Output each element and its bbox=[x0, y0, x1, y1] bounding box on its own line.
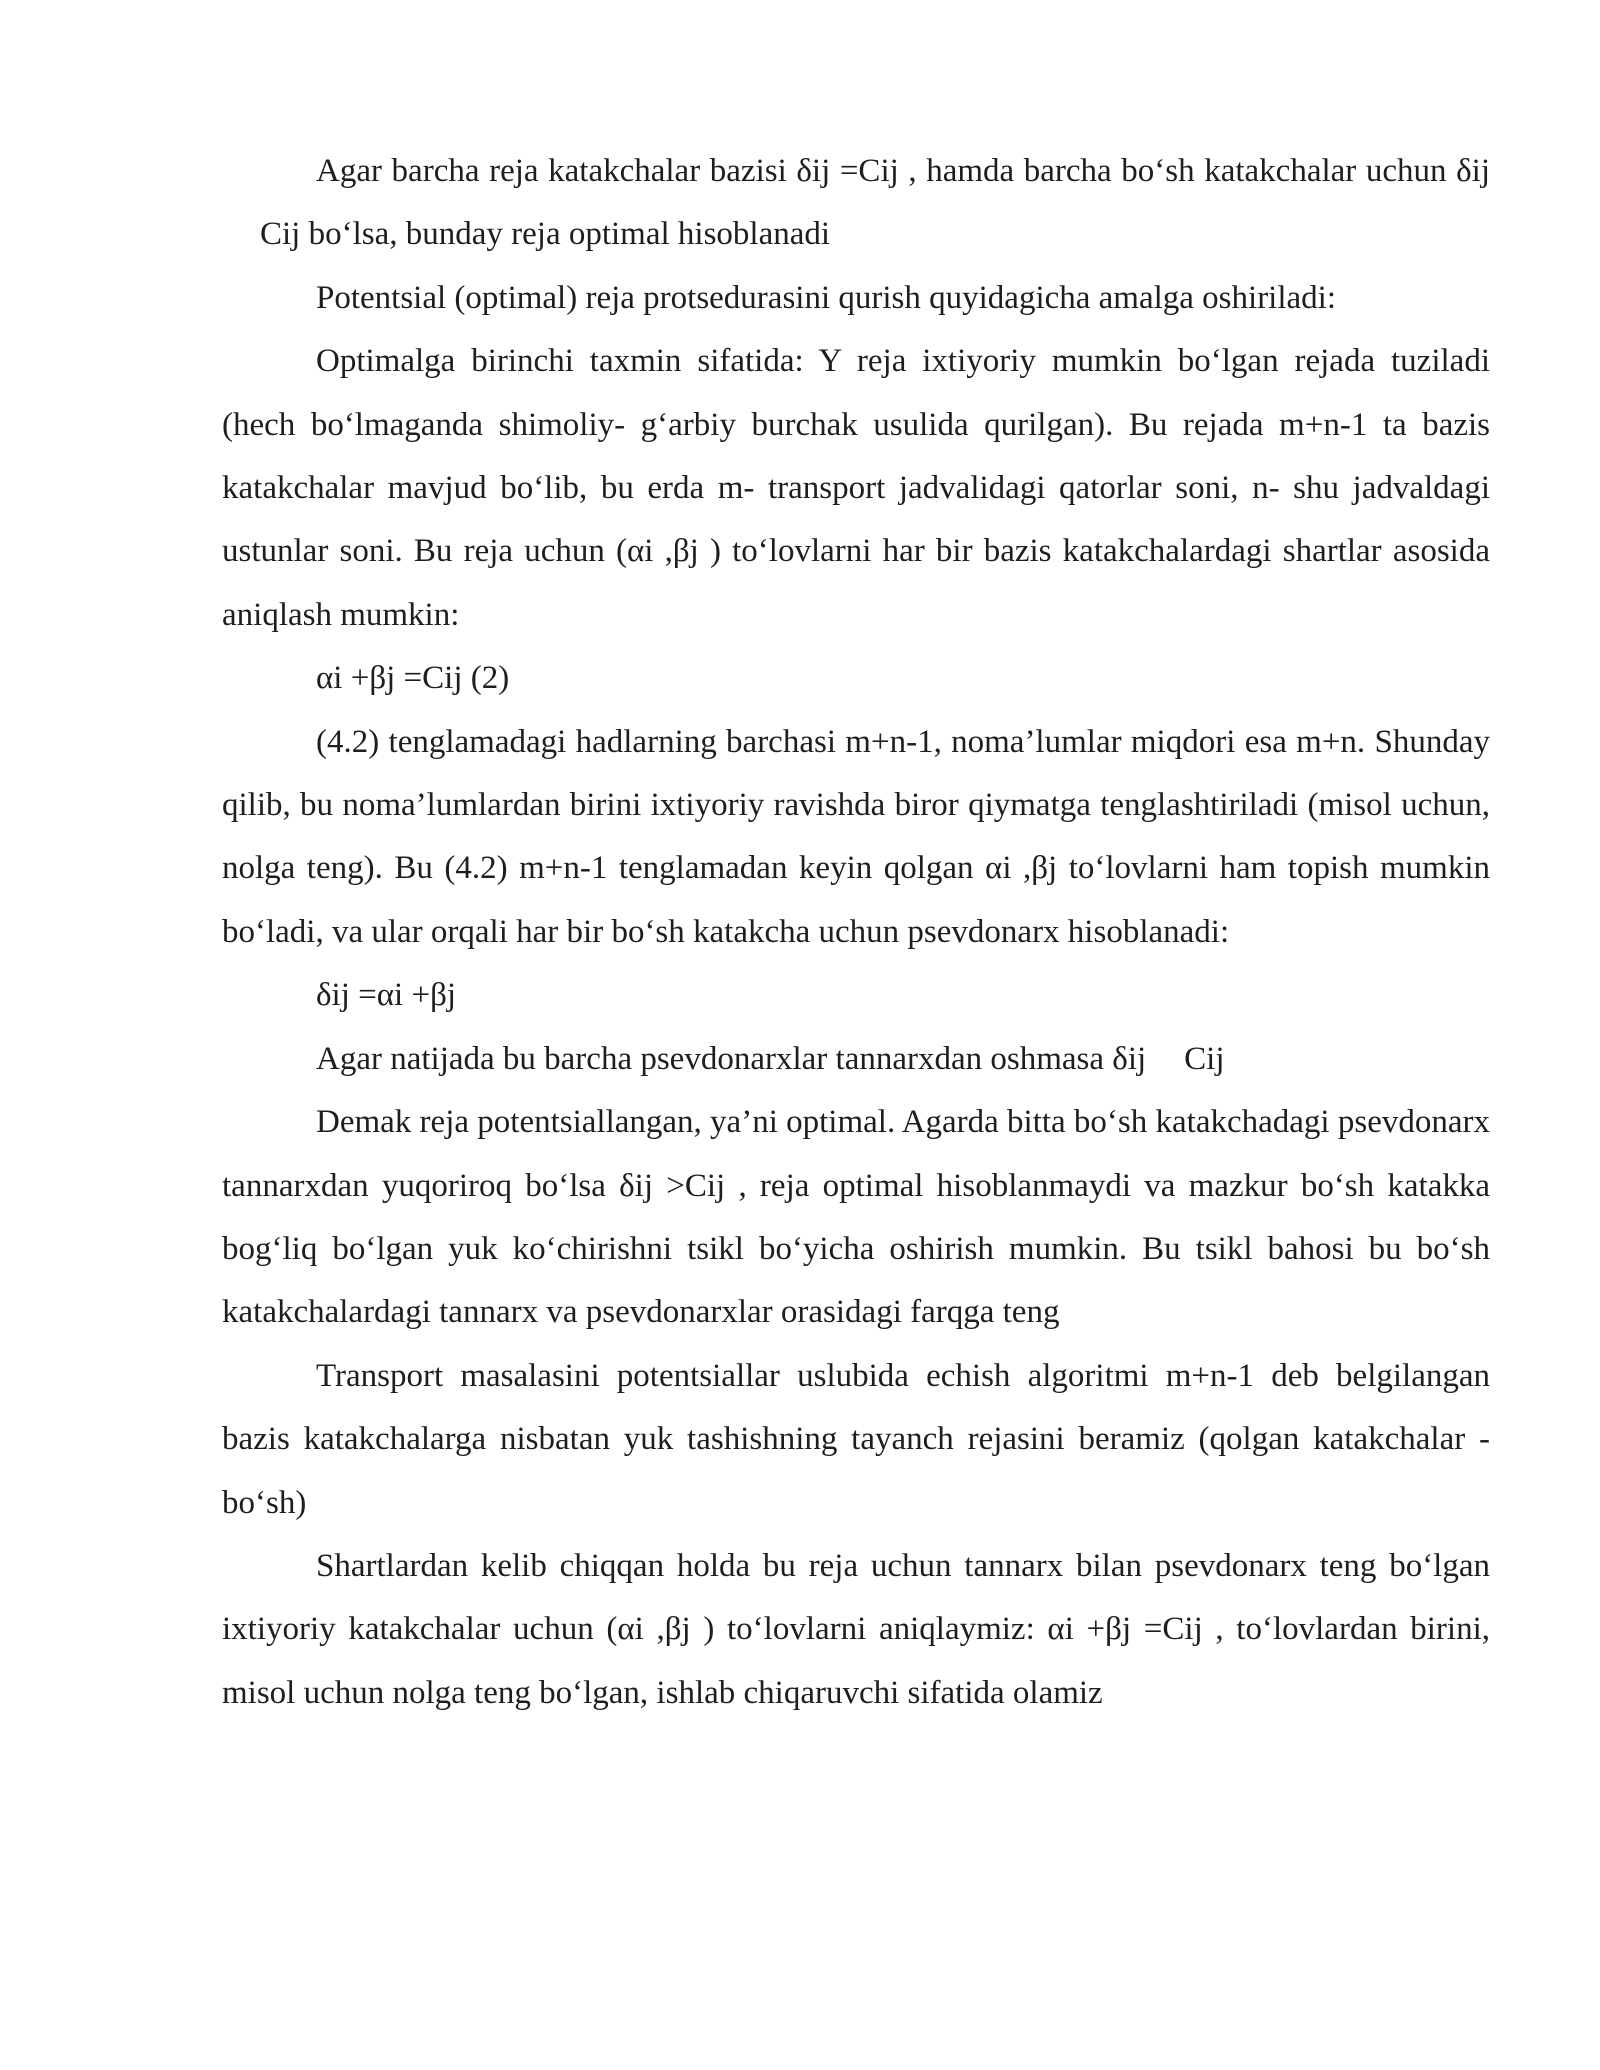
document-page bbox=[222, 140, 1490, 1725]
paragraph-algorithm bbox=[222, 1345, 1490, 1535]
formula-potentials bbox=[222, 647, 1490, 710]
paragraph-text: Demak reja potentsiallangan, ya’ni optimal. Agarda bitta bo‘sh katakchadagi psevdonarx tannarxdan yuqoriroq bo‘lsa δij >Cij , reja optimal hisoblanmaydi va mazkur bo‘sh katakka bog‘liq bo‘lgan yuk ko‘chirishni tsikl bo‘yicha oshirish mumkin. Bu tsikl bahosi bu bo‘sh katakchalardagi tannarx va psevdonarxlar orasidagi farqga teng bbox=[222, 1104, 1490, 1331]
paragraph-text: (4.2) tenglamadagi hadlarning barchasi m+n-1, noma’lumlar miqdori esa m+n. Shunday qilib, bu noma’lumlardan birini ixtiyoriy ravishda biror qiymatga tenglashtiriladi (misol uchun, nolga teng). Bu (4.2) m+n-1 tenglamadan keyin qolgan αi ,βj to‘lovlarni ham topish mumkin bo‘ladi, va ular orqali har bir bo‘sh katakcha uchun psevdonarx hisoblanadi: bbox=[222, 723, 1490, 950]
paragraph-text-continued: Cij bo‘lsa, bunday reja optimal hisoblanadi bbox=[260, 216, 831, 253]
paragraph-text: Transport masalasini potentsiallar uslubida echish algoritmi m+n-1 deb belgilangan bazis katakchalarga nisbatan yuk tashishning tayanch rejasini beramiz (qolgan katakchalar - bo‘sh) bbox=[222, 1357, 1490, 1521]
paragraph-text: Potentsial (optimal) reja protsedurasini qurish quyidagicha amalga oshiriladi: bbox=[316, 279, 1337, 316]
paragraph-equations-count bbox=[222, 711, 1490, 965]
formula-pseudoprice bbox=[222, 964, 1490, 1027]
paragraph-potential-plan bbox=[222, 1091, 1490, 1345]
paragraph-procedure-intro bbox=[222, 267, 1490, 330]
paragraph-first-approximation bbox=[222, 330, 1490, 647]
formula-text: αi +βj =Cij (2) bbox=[316, 660, 510, 697]
paragraph-text: Shartlardan kelib chiqqan holda bu reja uchun tannarx bilan psevdonarx teng bo‘lgan ixtiyoriy katakchalar uchun (αi ,βj ) to‘lovlarni aniqlaymiz: αi +βj =Cij , to‘lovlardan birini, misol uchun nolga teng bo‘lgan, ishlab chiqaruvchi sifatida olamiz bbox=[222, 1547, 1490, 1711]
paragraph-optimality-condition bbox=[222, 140, 1490, 267]
paragraph-text: Agar natijada bu barcha psevdonarxlar tannarxdan oshmasa δij bbox=[316, 1040, 1147, 1077]
paragraph-text: Agar barcha reja katakchalar bazisi δij =Cij , hamda barcha bo‘sh katakchalar uchun δij bbox=[316, 153, 1490, 189]
paragraph-pseudoprice-condition bbox=[222, 1028, 1490, 1091]
paragraph-determine-payments bbox=[222, 1535, 1490, 1725]
paragraph-text-continued: Cij bbox=[1184, 1040, 1225, 1077]
paragraph-text: Optimalga birinchi taxmin sifatida: Y reja ixtiyoriy mumkin bo‘lgan rejada tuziladi (hech bo‘lmaganda shimoliy- g‘arbiy burchak usulida qurilgan). Bu rejada m+n-1 ta bazis katakchalar mavjud bo‘lib, bu erda m- transport jadvalidagi qatorlar soni, n- shu jadvaldagi ustunlar soni. Bu reja uchun (αi ,βj ) to‘lovlarni har bir bazis katakchalardagi shartlar asosida aniqlash mumkin: bbox=[222, 343, 1490, 633]
formula-text: δij =αi +βj bbox=[316, 977, 457, 1014]
